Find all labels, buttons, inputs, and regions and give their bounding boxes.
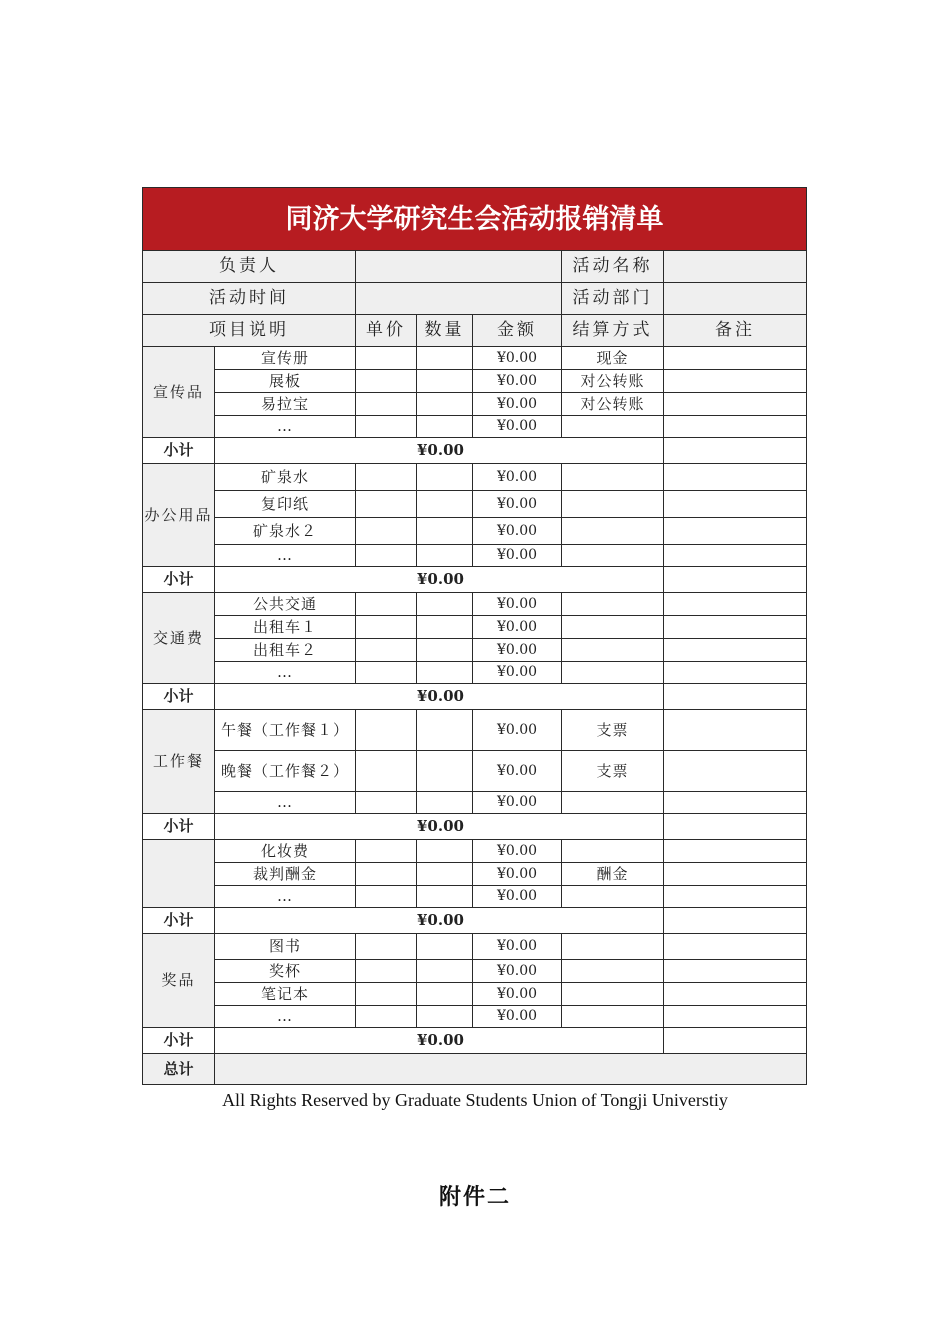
quantity-cell[interactable]	[417, 347, 473, 370]
item-name[interactable]: 复印纸	[215, 491, 356, 518]
unit-price-cell[interactable]	[356, 662, 417, 684]
unit-price-cell[interactable]	[356, 518, 417, 545]
subtotal-label: 小计	[143, 438, 215, 464]
subtotal-label: 小计	[143, 1028, 215, 1054]
category-cell: 交通费	[143, 593, 215, 684]
subtotal-value: ¥0.00	[215, 814, 664, 840]
remark-cell[interactable]	[664, 1006, 807, 1028]
unit-price-cell[interactable]	[356, 934, 417, 960]
quantity-cell[interactable]	[417, 1006, 473, 1028]
subtotal-row	[143, 1028, 807, 1054]
item-name[interactable]: …	[215, 545, 356, 567]
quantity-cell[interactable]	[417, 662, 473, 684]
unit-price-cell[interactable]	[356, 464, 417, 491]
subtotal-value: ¥0.00	[215, 684, 664, 710]
remark-cell[interactable]	[664, 710, 807, 751]
table-row	[143, 886, 807, 908]
settlement-cell[interactable]	[562, 518, 664, 545]
unit-price-cell[interactable]	[356, 886, 417, 908]
remark-cell[interactable]	[664, 886, 807, 908]
table-row	[143, 416, 807, 438]
settlement-cell[interactable]	[562, 593, 664, 616]
table-row	[143, 518, 807, 545]
quantity-cell[interactable]	[417, 840, 473, 863]
reimbursement-table	[142, 187, 807, 1085]
subtotal-value: ¥0.00	[215, 567, 664, 593]
settlement-cell[interactable]	[562, 934, 664, 960]
subtotal-row	[143, 567, 807, 593]
quantity-cell[interactable]	[417, 545, 473, 567]
quantity-cell[interactable]	[417, 983, 473, 1006]
subtotal-remark[interactable]	[664, 908, 807, 934]
table-row	[143, 710, 807, 751]
remark-cell[interactable]	[664, 960, 807, 983]
settlement-cell[interactable]: 现金	[562, 347, 664, 370]
total-label: 总计	[143, 1054, 215, 1085]
item-name[interactable]: …	[215, 1006, 356, 1028]
item-name[interactable]: 化妆费	[215, 840, 356, 863]
settlement-cell[interactable]	[562, 662, 664, 684]
remark-cell[interactable]	[664, 347, 807, 370]
settlement-cell[interactable]	[562, 616, 664, 639]
item-name[interactable]: 展板	[215, 370, 356, 393]
subtotal-label: 小计	[143, 567, 215, 593]
table-row	[143, 491, 807, 518]
remark-cell[interactable]	[664, 616, 807, 639]
table-row	[143, 616, 807, 639]
subtotal-label: 小计	[143, 908, 215, 934]
item-name[interactable]: …	[215, 416, 356, 438]
header-amount: 金额	[473, 315, 562, 347]
responsible-input[interactable]	[356, 251, 562, 283]
header-settlement: 结算方式	[562, 315, 664, 347]
table-row	[143, 983, 807, 1006]
subtotal-value: ¥0.00	[215, 1028, 664, 1054]
subtotal-row	[143, 684, 807, 710]
quantity-cell[interactable]	[417, 751, 473, 792]
settlement-cell[interactable]: 对公转账	[562, 393, 664, 416]
table-row	[143, 347, 807, 370]
settlement-cell[interactable]: 对公转账	[562, 370, 664, 393]
item-name[interactable]: …	[215, 792, 356, 814]
amount-cell: ¥0.00	[473, 934, 562, 960]
settlement-cell[interactable]	[562, 840, 664, 863]
amount-cell: ¥0.00	[473, 863, 562, 886]
unit-price-cell[interactable]	[356, 840, 417, 863]
item-name[interactable]: 图书	[215, 934, 356, 960]
remark-cell[interactable]	[664, 662, 807, 684]
settlement-cell[interactable]: 支票	[562, 710, 664, 751]
header-unit-price: 单价	[356, 315, 417, 347]
amount-cell: ¥0.00	[473, 593, 562, 616]
unit-price-cell[interactable]	[356, 416, 417, 438]
item-name[interactable]: 出租车１	[215, 616, 356, 639]
remark-cell[interactable]	[664, 863, 807, 886]
settlement-cell[interactable]	[562, 491, 664, 518]
amount-cell: ¥0.00	[473, 370, 562, 393]
header-item: 项目说明	[143, 315, 356, 347]
item-name[interactable]: 易拉宝	[215, 393, 356, 416]
unit-price-cell[interactable]	[356, 863, 417, 886]
amount-cell: ¥0.00	[473, 840, 562, 863]
settlement-cell[interactable]: 酬金	[562, 863, 664, 886]
item-name[interactable]: 矿泉水２	[215, 518, 356, 545]
activity-name-label: 活动名称	[562, 251, 664, 283]
quantity-cell[interactable]	[417, 518, 473, 545]
unit-price-cell[interactable]	[356, 960, 417, 983]
settlement-cell[interactable]	[562, 639, 664, 662]
settlement-cell[interactable]	[562, 416, 664, 438]
unit-price-cell[interactable]	[356, 370, 417, 393]
subtotal-remark[interactable]	[664, 438, 807, 464]
settlement-cell[interactable]	[562, 464, 664, 491]
subtotal-label: 小计	[143, 814, 215, 840]
subtotal-row	[143, 814, 807, 840]
copyright-footer: All Rights Reserved by Graduate Students Union of Tongji Universtiy	[222, 1090, 728, 1110]
subtotal-remark[interactable]	[664, 1028, 807, 1054]
activity-time-label: 活动时间	[143, 283, 356, 315]
amount-cell: ¥0.00	[473, 545, 562, 567]
header-remark: 备注	[664, 315, 807, 347]
subtotal-row	[143, 908, 807, 934]
remark-cell[interactable]	[664, 545, 807, 567]
amount-cell: ¥0.00	[473, 792, 562, 814]
item-name[interactable]: 宣传册	[215, 347, 356, 370]
department-label: 活动部门	[562, 283, 664, 315]
unit-price-cell[interactable]	[356, 593, 417, 616]
remark-cell[interactable]	[664, 983, 807, 1006]
subtotal-remark[interactable]	[664, 684, 807, 710]
quantity-cell[interactable]	[417, 792, 473, 814]
unit-price-cell[interactable]	[356, 347, 417, 370]
category-cell: 工作餐	[143, 710, 215, 814]
amount-cell: ¥0.00	[473, 616, 562, 639]
quantity-cell[interactable]	[417, 416, 473, 438]
subtotal-remark[interactable]	[664, 814, 807, 840]
quantity-cell[interactable]	[417, 710, 473, 751]
table-row	[143, 863, 807, 886]
quantity-cell[interactable]	[417, 863, 473, 886]
table-row	[143, 1006, 807, 1028]
amount-cell: ¥0.00	[473, 983, 562, 1006]
activity-time-input[interactable]	[356, 283, 562, 315]
settlement-cell[interactable]	[562, 1006, 664, 1028]
unit-price-cell[interactable]	[356, 545, 417, 567]
table-row	[143, 393, 807, 416]
table-row	[143, 370, 807, 393]
reimbursement-sheet	[142, 187, 806, 1085]
unit-price-cell[interactable]	[356, 1006, 417, 1028]
unit-price-cell[interactable]	[356, 639, 417, 662]
amount-cell: ¥0.00	[473, 751, 562, 792]
settlement-cell[interactable]	[562, 886, 664, 908]
amount-cell: ¥0.00	[473, 639, 562, 662]
responsible-label: 负责人	[143, 251, 356, 283]
quantity-cell[interactable]	[417, 886, 473, 908]
table-row	[143, 639, 807, 662]
item-name[interactable]: …	[215, 662, 356, 684]
attachment-label: 附件二	[438, 1184, 511, 1210]
remark-cell[interactable]	[664, 416, 807, 438]
item-name[interactable]: …	[215, 886, 356, 908]
subtotal-remark[interactable]	[664, 567, 807, 593]
quantity-cell[interactable]	[417, 370, 473, 393]
unit-price-cell[interactable]	[356, 710, 417, 751]
item-name[interactable]: 出租车２	[215, 639, 356, 662]
remark-cell[interactable]	[664, 593, 807, 616]
settlement-cell[interactable]: 支票	[562, 751, 664, 792]
table-row	[143, 593, 807, 616]
amount-cell: ¥0.00	[473, 960, 562, 983]
item-name[interactable]: 裁判酬金	[215, 863, 356, 886]
item-name[interactable]: 奖杯	[215, 960, 356, 983]
unit-price-cell[interactable]	[356, 616, 417, 639]
remark-cell[interactable]	[664, 934, 807, 960]
settlement-cell[interactable]	[562, 545, 664, 567]
amount-cell: ¥0.00	[473, 710, 562, 751]
category-cell: 奖品	[143, 934, 215, 1028]
remark-cell[interactable]	[664, 370, 807, 393]
category-cell	[143, 840, 215, 908]
settlement-cell[interactable]	[562, 983, 664, 1006]
category-cell: 宣传品	[143, 347, 215, 438]
amount-cell: ¥0.00	[473, 347, 562, 370]
unit-price-cell[interactable]	[356, 491, 417, 518]
category-cell: 办公用品	[143, 464, 215, 567]
table-row	[143, 545, 807, 567]
item-name[interactable]: 晚餐（工作餐２）	[215, 751, 356, 792]
amount-cell: ¥0.00	[473, 416, 562, 438]
item-name[interactable]: 矿泉水	[215, 464, 356, 491]
amount-cell: ¥0.00	[473, 662, 562, 684]
settlement-cell[interactable]	[562, 792, 664, 814]
quantity-cell[interactable]	[417, 639, 473, 662]
table-row	[143, 751, 807, 792]
remark-cell[interactable]	[664, 491, 807, 518]
table-row	[143, 662, 807, 684]
quantity-cell[interactable]	[417, 593, 473, 616]
quantity-cell[interactable]	[417, 393, 473, 416]
quantity-cell[interactable]	[417, 616, 473, 639]
amount-cell: ¥0.00	[473, 886, 562, 908]
table-row	[143, 934, 807, 960]
remark-cell[interactable]	[664, 840, 807, 863]
amount-cell: ¥0.00	[473, 464, 562, 491]
settlement-cell[interactable]	[562, 960, 664, 983]
subtotal-value: ¥0.00	[215, 438, 664, 464]
item-name[interactable]: 笔记本	[215, 983, 356, 1006]
unit-price-cell[interactable]	[356, 983, 417, 1006]
table-row	[143, 792, 807, 814]
header-quantity: 数量	[417, 315, 473, 347]
remark-cell[interactable]	[664, 751, 807, 792]
quantity-cell[interactable]	[417, 960, 473, 983]
table-row	[143, 840, 807, 863]
quantity-cell[interactable]	[417, 934, 473, 960]
subtotal-row	[143, 438, 807, 464]
quantity-cell[interactable]	[417, 491, 473, 518]
subtotal-value: ¥0.00	[215, 908, 664, 934]
table-row	[143, 464, 807, 491]
activity-name-input[interactable]	[664, 251, 807, 283]
department-input[interactable]	[664, 283, 807, 315]
quantity-cell[interactable]	[417, 464, 473, 491]
amount-cell: ¥0.00	[473, 393, 562, 416]
sheet-title: 同济大学研究生会活动报销清单	[143, 188, 807, 251]
remark-cell[interactable]	[664, 792, 807, 814]
amount-cell: ¥0.00	[473, 518, 562, 545]
amount-cell: ¥0.00	[473, 1006, 562, 1028]
remark-cell[interactable]	[664, 639, 807, 662]
remark-cell[interactable]	[664, 393, 807, 416]
table-row	[143, 960, 807, 983]
total-value[interactable]	[215, 1054, 807, 1085]
amount-cell: ¥0.00	[473, 491, 562, 518]
unit-price-cell[interactable]	[356, 393, 417, 416]
expense-rows	[143, 347, 807, 1054]
remark-cell[interactable]	[664, 464, 807, 491]
item-name[interactable]: 公共交通	[215, 593, 356, 616]
item-name[interactable]: 午餐（工作餐１）	[215, 710, 356, 751]
unit-price-cell[interactable]	[356, 751, 417, 792]
remark-cell[interactable]	[664, 518, 807, 545]
subtotal-label: 小计	[143, 684, 215, 710]
unit-price-cell[interactable]	[356, 792, 417, 814]
